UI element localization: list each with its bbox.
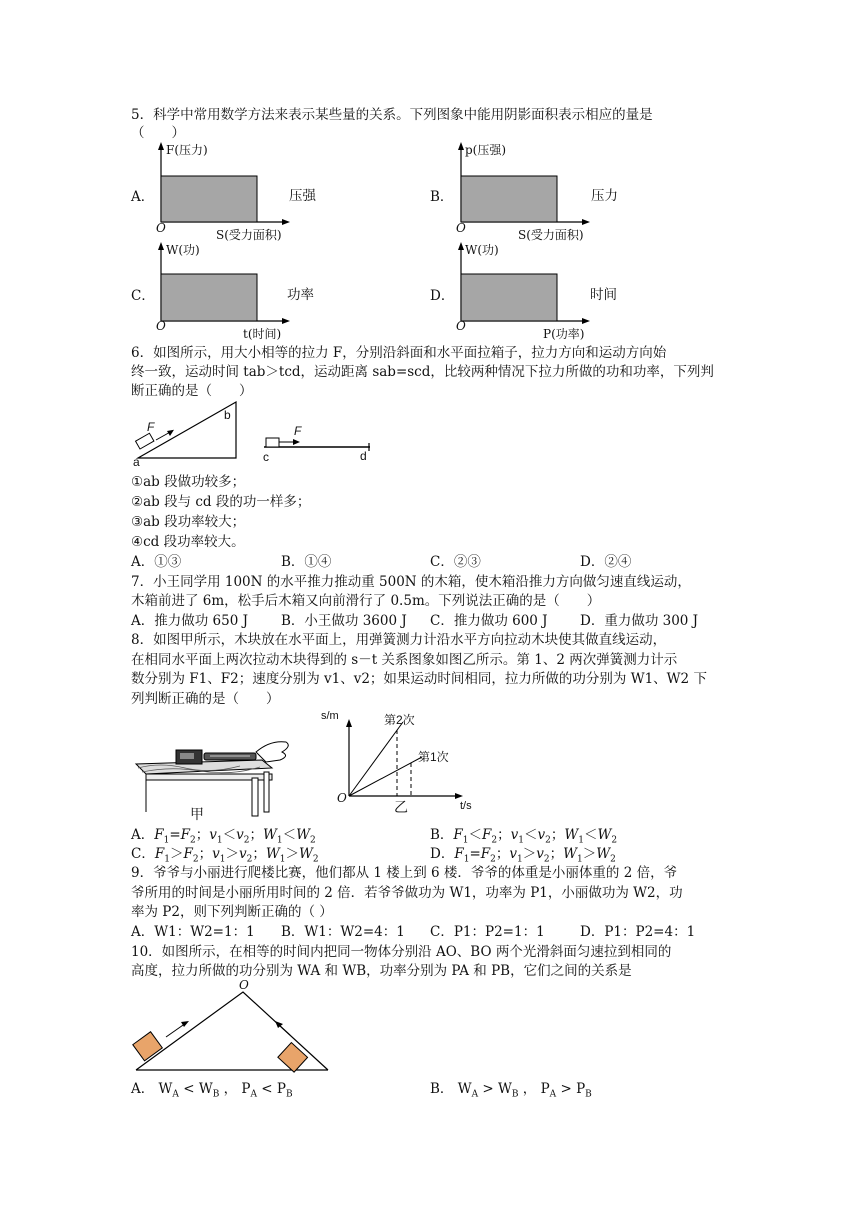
- q7-option-c: C．推力做功 600 J: [430, 613, 548, 629]
- q5-option-a-label: A．: [131, 189, 155, 205]
- q6-fig-label-a: a: [133, 455, 140, 469]
- q5-graph-d-xlabel: P(功率): [543, 327, 585, 341]
- q10-stem-line2: 高度，拉力所做的功分别为 WA 和 WB，功率分别为 PA 和 PB，它们之间的关系是: [131, 963, 632, 979]
- q6-stem-line3: 断正确的是（ ）: [131, 383, 253, 399]
- q5-graph-b-answer: 压力: [591, 188, 618, 204]
- q8-figure-jia-label: 甲: [190, 806, 204, 822]
- q5-graph-a-xlabel: S(受力面积): [216, 228, 282, 242]
- q6-fig-label-F1: F: [147, 420, 155, 434]
- q8-option-b: B．$F_1<F_2$；$v_1<v_2$；$W_1<W_2$: [430, 827, 618, 846]
- q6-fig-label-c: c: [263, 450, 269, 464]
- q6-stem-line1: 6．如图所示，用大小相等的拉力 F，分别沿斜面和水平面拉箱子，拉力方向和运动方向始: [131, 345, 667, 361]
- q6-statement-4: ④cd 段功率较大。: [131, 534, 245, 550]
- q8-graph-line2-label: 第2次: [384, 713, 415, 727]
- q5-option-d-label: D．: [430, 288, 455, 304]
- q7-option-b: B．小王做功 3600 J: [281, 613, 407, 629]
- q8-graph-xlabel: t/s: [460, 800, 472, 812]
- q6-statement-3: ③ab 段功率较大；: [131, 514, 246, 530]
- q8-option-a: A．$F_1=F_2$；$v_1<v_2$；$W_1<W_2$: [131, 827, 316, 846]
- q6-fig-label-d: d: [360, 449, 367, 463]
- q5-option-b-label: B．: [430, 189, 454, 205]
- q6-option-c: C．②③: [430, 554, 481, 570]
- q8-option-c: C．$F_1>F_2$；$v_1>v_2$；$W_1>W_2$: [131, 846, 319, 865]
- q5-option-c-label: C．: [131, 288, 155, 304]
- q5-graph-c-ylabel: W(功): [166, 243, 200, 257]
- q8-stem-line4: 列判断正确的是（ ）: [131, 691, 280, 707]
- q10-option-b: B． $W_A > W_B$ ， $P_A > P_B$: [430, 1081, 592, 1100]
- q5-graph-a-ylabel: F(压力): [166, 143, 208, 157]
- q5-graph-c-origin: O: [156, 319, 166, 333]
- q10-figure: [128, 980, 338, 1076]
- q5-stem-line1: 5．科学中常用数学方法来表示某些量的关系。下列图象中能用阴影面积表示相应的量是: [131, 107, 653, 123]
- q6-option-b: B．①④: [281, 554, 332, 570]
- q5-graph-d-answer: 时间: [590, 287, 617, 303]
- q5-graph-b-ylabel: p(压强): [465, 143, 507, 157]
- q8-graph-origin: O: [337, 791, 347, 805]
- q8-graph-ylabel: s/m: [321, 710, 339, 722]
- q9-stem-line3: 率为 P2，则下列判断正确的（ ）: [131, 904, 333, 920]
- q10-stem-line1: 10．如图所示，在相等的时间内把同一物体分别沿 AO、BO 两个光滑斜面匀速拉到相同的: [131, 944, 672, 960]
- q5-graph-d-ylabel: W(功): [465, 243, 499, 257]
- q5-graph-a-answer: 压强: [289, 188, 316, 204]
- q7-option-a: A．推力做功 650 J: [131, 613, 249, 629]
- q8-option-d: D．$F_1=F_2$；$v_1>v_2$；$W_1>W_2$: [430, 846, 616, 865]
- q8-stem-line1: 8．如图甲所示，木块放在水平面上，用弹簧测力计沿水平方向拉动木块使其做直线运动，: [131, 632, 667, 648]
- q6-option-d: D．②④: [580, 554, 632, 570]
- q8-stem-line3: 数分别为 F1、F2；速度分别为 v1、v2；如果运动时间相同，拉力所做的功分别为 W1、W2 下: [131, 671, 707, 687]
- q5-graph-d-origin: O: [456, 319, 466, 333]
- q6-stem-line2: 终一致，运动时间 tab＞tcd，运动距离 sab=scd，比较两种情况下拉力所做的功和功率，下列判: [131, 364, 714, 380]
- q8-figure-jia: [130, 722, 300, 822]
- q5-graph-a-origin: O: [156, 221, 166, 235]
- q10-fig-label-O: O: [239, 978, 249, 992]
- q9-stem-line2: 爷所用的时间是小丽所用时间的 2 倍．若爷爷做功为 W1，功率为 P1，小丽做功为 W2，功: [131, 885, 683, 901]
- q6-statement-2: ②ab 段与 cd 段的功一样多；: [131, 494, 311, 510]
- q5-graph-b-origin: O: [456, 221, 466, 235]
- q6-statement-1: ①ab 段做功较多；: [131, 474, 246, 490]
- q8-graph-line1-label: 第1次: [418, 750, 449, 764]
- q7-stem-line2: 木箱前进了 6m，松手后木箱又向前滑行了 0.5m。下列说法正确的是（ ）: [131, 593, 601, 609]
- q10-option-a: A． $W_A < W_B$ ， $P_A < P_B$: [131, 1081, 293, 1100]
- q5-graph-c-xlabel: t(时间): [243, 327, 282, 341]
- q9-stem-line1: 9．爷爷与小丽进行爬楼比赛，他们都从 1 楼上到 6 楼．爷爷的体重是小丽体重的 2 倍，爷: [131, 865, 678, 881]
- q7-stem-line1: 7．小王同学用 100N 的水平推力推动重 500N 的木箱，使木箱沿推力方向做匀速直线运动，: [131, 574, 691, 590]
- q5-graph-c-answer: 功率: [287, 287, 314, 303]
- q9-option-c: C．P1：P2=1：1: [430, 924, 545, 940]
- q7-option-d: D．重力做功 300 J: [580, 613, 699, 629]
- q9-option-d: D．P1：P2=4：1: [580, 924, 696, 940]
- q9-option-b: B．W1：W2=4：1: [281, 924, 405, 940]
- q6-fig-label-b: b: [224, 408, 231, 422]
- q6-figure: [128, 398, 388, 470]
- q6-option-a: A．①③: [131, 554, 182, 570]
- q9-option-a: A．W1：W2=1：1: [131, 924, 255, 940]
- q8-figure-yi-label: 乙: [394, 799, 408, 815]
- q5-stem-line2: （ ）: [131, 125, 185, 141]
- q5-graph-b-xlabel: S(受力面积): [518, 228, 584, 242]
- q8-stem-line2: 在相同水平面上两次拉动木块得到的 s－t 关系图象如图乙所示。第 1、2 两次弹簧测力计示: [131, 652, 678, 668]
- q6-fig-label-F2: F: [294, 424, 302, 438]
